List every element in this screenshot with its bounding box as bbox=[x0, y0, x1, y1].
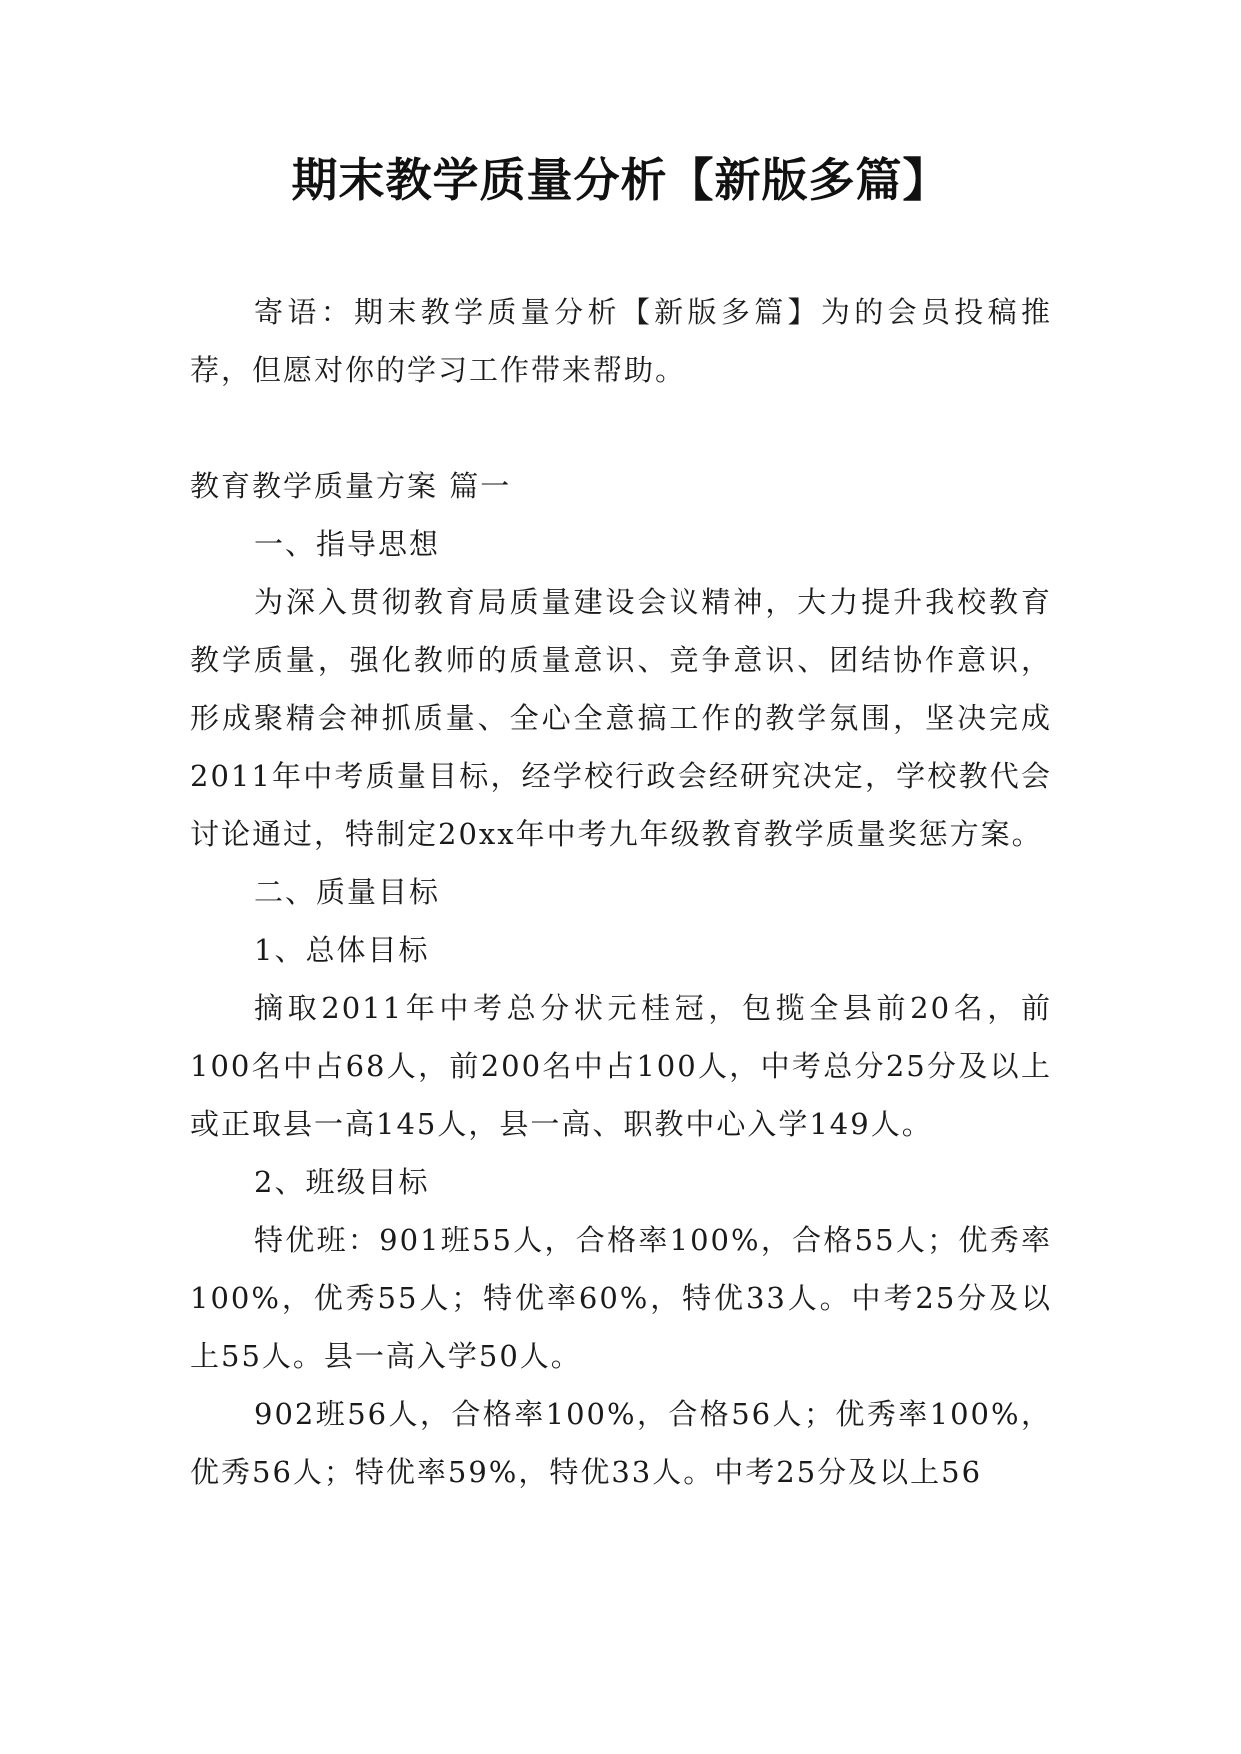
paragraph-class-901: 特优班：901班55人，合格率100%，合格55人；优秀率100%，优秀55人；特优率60%，特优33人。中考25分及以上55人。县一高入学50人。 bbox=[190, 1223, 1052, 1373]
spacer bbox=[190, 399, 1052, 457]
heading-quality-goals: 二、质量目标 bbox=[254, 875, 441, 909]
subheading-class-goals: 2、班级目标 bbox=[254, 1165, 430, 1199]
paragraph-overall-goals: 摘取2011年中考总分状元桂冠，包揽全县前20名，前100名中占68人，前200名中占100人，中考总分25分及以上或正取县一高145人，县一高、职教中心入学149人。 bbox=[190, 991, 1052, 1141]
heading-guiding-ideology: 一、指导思想 bbox=[254, 527, 441, 561]
document-body bbox=[190, 283, 1052, 1501]
intro-paragraph: 寄语：期末教学质量分析【新版多篇】为的会员投稿推荐，但愿对你的学习工作带来帮助。 bbox=[190, 295, 1052, 387]
section-heading: 教育教学质量方案 篇一 bbox=[190, 469, 512, 503]
paragraph-class-902: 902班56人，合格率100%，合格56人；优秀率100%，优秀56人；特优率59%，特优33人。中考25分及以上56 bbox=[190, 1397, 1052, 1489]
subheading-overall-goals: 1、总体目标 bbox=[254, 933, 430, 967]
document-title: 期末教学质量分析【新版多篇】 bbox=[291, 153, 950, 207]
paragraph-guiding-ideology: 为深入贯彻教育局质量建设会议精神，大力提升我校教育教学质量，强化教师的质量意识、竞争意识、团结协作意识，形成聚精会神抓质量、全心全意搞工作的教学氛围，坚决完成2011年中考质量目标，经学校行政会经研究决定，学校教代会讨论通过，特制定20xx年中考九年级教育教学质量奖惩方案。 bbox=[190, 585, 1052, 851]
